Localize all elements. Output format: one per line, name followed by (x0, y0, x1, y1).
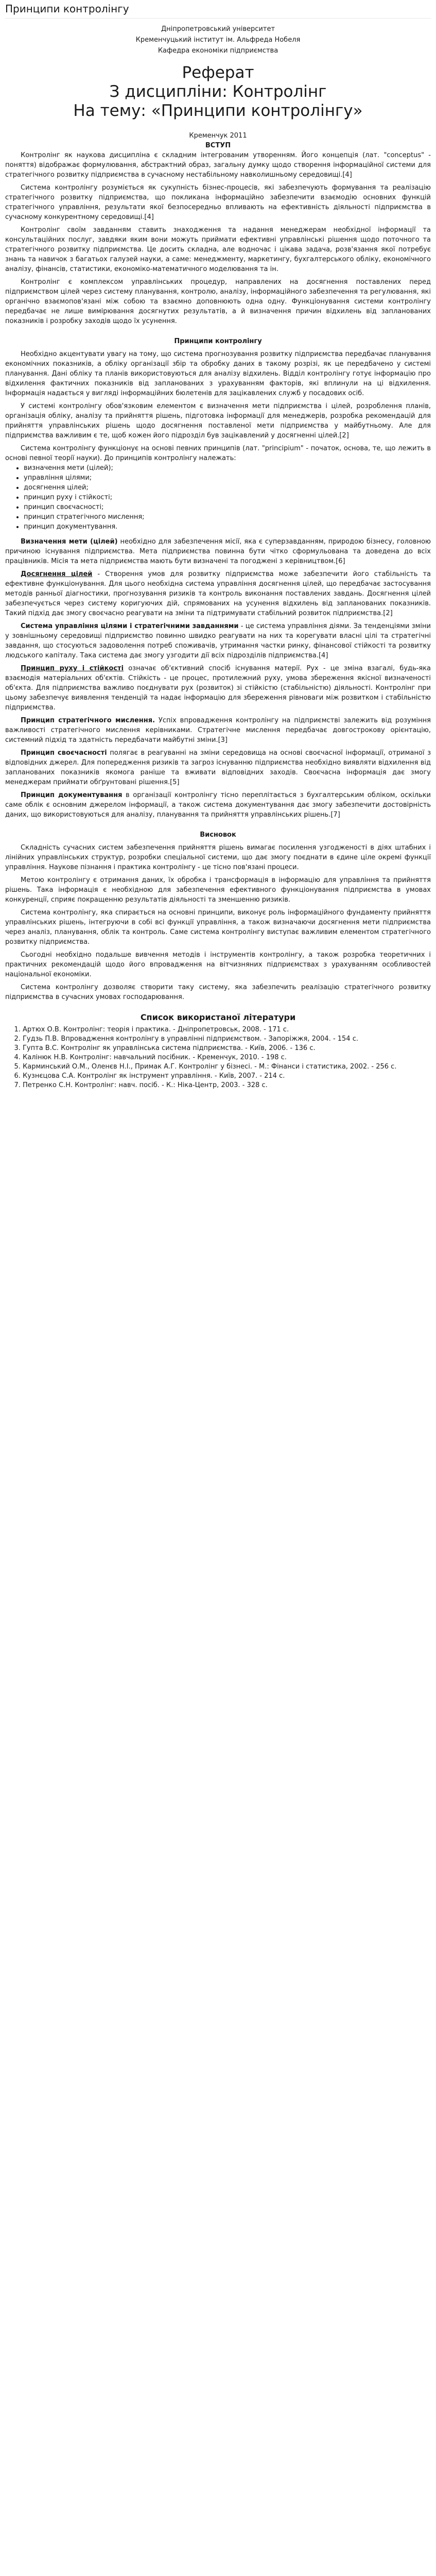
intro-paragraph: Контролінг як наукова дисципліна є складним інтегрованим утворенням. Його концепція (лат. "conceptus" - поняття) відображає формулювання, абстрактний образ, загальну думку щодо створення інформаційної системи для стратегічного розвитку підприємства в сучасному нестабільному навколишньому середовищі.[4] (5, 151, 431, 179)
conclusion-paragraph: Система контролінгу, яка спирається на основні принципи, виконує роль інформаційного фундаменту прийняття управлінських рішень, інтегруючи в собі всі функції управління, а також визначаючи досягнення мети підприємства через аналіз, планування, облік та контроль. Саме система контролінгу виступає важливим елементом стратегічного розвитку підприємства. (5, 909, 431, 946)
principle-text: необхідно для забезпечення місії, яка є суперзавданням, природою бізнесу, головною причиною існування підприємства. Мета підприємства повинна бути чітко сформульована та доведена до всіх працівників. Місія та мета підприємства мають бути визначені та погоджені з керівництвом.[6] (5, 538, 431, 565)
principle-term: Досягнення цілей (21, 570, 93, 578)
essay-type-title: Реферат (182, 63, 254, 82)
conclusion-paragraph: Сьогодні необхідно подальше вивчення методів і інструментів контролінгу, а також розробка теоретичних і практичних рекомендацій щодо його впровадження на вітчизняних підприємствах з урахуванням особливостей національної економіки. (5, 951, 431, 978)
reference-item: 3. Гупта В.С. Контролінг як управлінська система підприємства. - Київ, 2006. - 136 с. (23, 1044, 431, 1053)
list-item: • принцип стратегічного мислення; (24, 512, 431, 522)
principle-text: полягає в реагуванні на зміни середовища на основі своєчасної інформації, отриманої з відповідних джерел. Для попередження ризиків та загроз існуванню підприємства необхідно виявляти відхилення від запланованих показників якомога раніше та вживати відповідних заходів. Своєчасна інформація дає змогу менеджерам приймати обґрунтовані рішення.[5] (5, 749, 431, 786)
university-name: Дніпропетровський університет (161, 25, 275, 33)
principle-term: Система управління цілями і стратегічними завданнями (21, 622, 239, 630)
principle-paragraph (5, 790, 431, 820)
principle-paragraph (5, 537, 431, 566)
section-paragraph: Необхідно акцентувати увагу на тому, що система прогнозування розвитку підприємства передбачає планування економічних показників, а обліку організації збір та обробку даних в такому розрізі, як це передбачено у системі планування. Дані обліку та планів використовуються для аналізу відхилень. Відділ контролінгу готує інформацію про відхилення фактичних показників від запланованих з урахуванням факторів, які вплинули на ці відхилення. Інформація надається у вигляді інформаційних бюлетенів для зацікавлених служб у посадових осіб. (5, 350, 431, 397)
section-heading-principles: Принципи контролінгу (174, 337, 262, 345)
principles-list (5, 463, 431, 532)
reference-item: 7. Петренко С.Н. Контролінг: навч. посіб. - К.: Ніка-Центр, 2003. - 328 с. (23, 1081, 431, 1090)
principle-paragraph (5, 748, 431, 787)
reference-item: 2. Гудзь П.В. Впровадження контролінгу в управлінні підприємством. - Запоріжжя, 2004. - 154 с. (23, 1035, 431, 1044)
principle-paragraph (5, 569, 431, 618)
principle-text: - це система управління діями. За тенденціями зміни у зовнішньому середовищі підприємство повинно швидко реагувати на них та корегувати власні цілі та стратегічні завдання, що стосуються задоволення потреб споживачів, утримання частки ринку, фінансової стійкості та розвитку людського капіталу. Така система дає змогу узгодити дії всіх підрозділів підприємства.[4] (5, 622, 431, 659)
section-heading-conclusions: Висновок (200, 831, 236, 839)
institute-name: Кременчуцький інститут ім. Альфреда Нобеля (135, 36, 301, 44)
principle-text: в організації контролінгу тісно переплітається з бухгалтерським обліком, оскільки саме облік є основним джерелом інформації, а також система документування дає змогу забезпечити достовірність даних, що використовуються для аналізу, планування та прийняття управлінських рішень.[7] (5, 791, 431, 819)
intro-paragraph: Контролінг своїм завданням ставить знаходження та надання менеджерам необхідної інформації та консультаційних послуг, завдяки яким вони можуть приймати ефективні управлінські рішення щодо поточного та стратегічного розвитку підприємства. Це досить складна, але водночас і цікава задача, розв'язання якої потребує знань та навичок з багатьох галузей науки, а саме: менеджменту, маркетингу, бухгалтерського обліку, економічного аналізу, фінансів, статистики, економіко-математичного моделювання та ін. (5, 226, 431, 273)
principle-paragraph (5, 621, 431, 660)
section-paragraph: У системі контролінгу обов'язковим елементом є визначення мети підприємства і цілей, розроблення планів, організація обліку, аналізу та прийняття рішень, підготовка інформації для менеджерів, розробка рекомендацій для прийняття управлінських рішень щодо досягнення поставленої мети підприємства у майбутньому. Але для підприємства важливим є те, щоб кожен його підрозділ був зацікавлений у досягненні цілей.[2] (5, 402, 431, 439)
principle-text: - Створення умов для розвитку підприємства може забезпечити його стабільність та ефективне функціонування. Для цього необхідна система управління досягнення цілей, що передбачає застосування методів ранньої діагностики, прогнозування ризиків та контроль виконання поставлених завдань. Досягнення цілей забезпечується через систему коригуючих дій, спрямованих на усунення відхилень від запланованих показників. Такий підхід дає змогу своєчасно реагувати на зміни та підтримувати стабільний розвиток підприємства.[2] (5, 570, 431, 617)
conclusion-paragraph: Складність сучасних систем забезпечення прийняття рішень вимагає посилення узгодженості в діях штабних і лінійних управлінських структур, розробки спеціальної системи, що дає змогу поєднати в єдине ціле окремі функції управління. Наукове пізнання і практика контролінгу - це тісно пов'язані процеси. (5, 844, 431, 871)
principle-paragraph (5, 716, 431, 745)
principle-term: Принцип документування (21, 791, 123, 799)
principle-text: Успіх впровадження контролінгу на підприємстві залежить від розуміння важливості стратегічного мислення керівниками. Стратегічне мислення передбачає довгострокову орієнтацію, системний підхід та здатність передбачати майбутні зміни.[3] (5, 717, 431, 744)
discipline-title: З дисципліни: Контролінг (109, 82, 327, 101)
section-paragraph: Система контролінгу функціонує на основі певних принципів (лат. "principium" - початок, основа, те, що лежить в основі певної теорії науки). До принципів контролінгу належать: (5, 445, 431, 462)
section-heading-references: Список використаної літератури (140, 1012, 296, 1022)
principle-text: означає об'єктивний спосіб існування матерії. Рух - це зміна взагалі, будь-яка взаємодія матеріальних об'єктів. Стійкість - це процес, протилежний руху, умова збереження якісної визначеності об'єкта. Для підприємства важливо поєднувати рух (розвиток) зі стійкістю (стабільністю) діяльності. Контролінг при цьому забезпечує виявлення тенденцій та надає інформацію для збереження рівноваги між розвитком і стабільністю підприємства. (5, 665, 431, 711)
principle-term: Принцип своєчасності (21, 749, 107, 757)
intro-section (5, 150, 431, 326)
conclusions-section (5, 843, 431, 1002)
conclusion-paragraph: Система контролінгу дозволяє створити таку систему, яка забезпечить реалізацію стратегічного розвитку підприємства в сучасних умовах господарювання. (5, 984, 431, 1001)
list-item: • принцип руху і стійкості; (24, 493, 431, 502)
intro-paragraph: Система контролінгу розуміється як сукупність бізнес-процесів, які забезпечують формування та реалізацію стратегічного розвитку підприємства, що покликана інформаційно забезпечити взаємодію основних функцій стратегічного управління, результати якої безпосередньо впливають на ефективність діяльності підприємства в сучасному конкурентному середовищі.[4] (5, 184, 431, 221)
reference-item: 4. Калінюк Н.В. Контролінг: навчальний посібник. - Кременчук, 2010. - 198 с. (23, 1053, 431, 1062)
department-name: Кафедра економіки підприємства (158, 47, 278, 55)
conclusion-paragraph: Метою контролінгу є отримання даних, їх обробка і трансформація в інформацію для управління та прийняття рішень. Така інформація є необхідною для забезпечення ефективного функціонування підприємства в умовах конкуренції, сприяє покращенню результатів діяльності та зменшенню ризиків. (5, 876, 431, 904)
principle-term: Принцип стратегічного мислення. (21, 717, 155, 724)
list-item: • принцип документування. (24, 522, 431, 532)
principle-term: Визначення мети (цілей) (21, 538, 118, 546)
reference-item: 6. Кузнєцова С.А. Контролінг як інструмент управління. - Київ, 2007. - 214 с. (23, 1072, 431, 1081)
principles-section (5, 349, 431, 820)
topic-title: На тему: «Принципи контролінгу» (73, 101, 363, 120)
reference-item: 5. Карминський О.М., Оленєв Н.І., Примак А.Г. Контролінг у бізнесі. - М.: Фінанси і статистика, 2002. - 256 с. (23, 1062, 431, 1072)
list-item: • принцип своєчасності; (24, 502, 431, 512)
principle-term: Принцип руху і стійкості (21, 665, 124, 672)
references-list (5, 1025, 431, 1090)
document-header (5, 0, 431, 19)
intro-city-year: Кременчук 2011 (189, 132, 247, 140)
list-item: • визначення мети (цілей); (24, 463, 431, 473)
reference-item: 1. Артюх О.В. Контролінг: теорія і практика. - Дніпропетровськ, 2008. - 171 с. (23, 1025, 431, 1035)
principle-paragraph (5, 664, 431, 713)
document-title: Принципи контролінгу (5, 3, 129, 15)
intro-paragraph: Контролінг є комплексом управлінських процедур, направлених на досягнення поставлених перед підприємством цілей через систему планування, контролю, аналізу, інформаційного забезпечення та регулювання, які органічно взаємопов'язані між собою та взаємно доповнюють одна одну. Функціонування системи контролінгу передбачає не лише вимірювання досягнутих результатів, а й визначення причин відхилень від запланованих показників і розробку заходів щодо їх усунення. (5, 278, 431, 325)
list-item: • досягнення цілей; (24, 483, 431, 493)
intro-heading: ВСТУП (205, 142, 231, 149)
list-item: • управління цілями; (24, 473, 431, 483)
